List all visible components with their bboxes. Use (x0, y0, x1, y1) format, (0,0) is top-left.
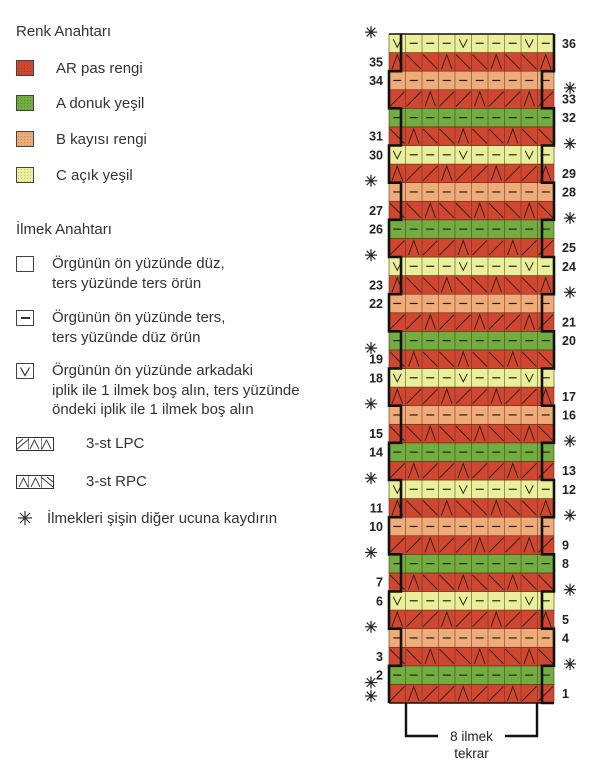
repeat-label-line-2: tekrar (454, 746, 489, 761)
chart-row-11 (389, 499, 554, 518)
row-number-14: 14 (369, 445, 383, 460)
stitch-key-title: İlmek Anahtarı (16, 221, 112, 238)
row-number-21: 21 (562, 315, 576, 330)
row-number-13: 13 (562, 464, 576, 479)
asterisk-icon (564, 658, 576, 670)
stitch-slip-line-2: iplik ile 1 ilmek boş alın, ters yüzünde (52, 381, 300, 399)
row-number-19: 19 (369, 352, 383, 367)
chart-row-2 (389, 666, 554, 685)
row-number-22: 22 (369, 296, 383, 311)
row-number-2: 2 (376, 668, 383, 683)
row-number-31: 31 (369, 129, 383, 144)
row-number-16: 16 (562, 408, 576, 423)
row-number-27: 27 (369, 204, 383, 219)
chart-row-1 (389, 684, 554, 703)
asterisk-icon (365, 26, 377, 38)
repeat-label-line-1: 8 ilmek (450, 729, 493, 744)
row-number-29: 29 (562, 166, 576, 181)
chart-row-16 (389, 406, 554, 425)
asterisk-icon (564, 82, 576, 94)
row-number-23: 23 (369, 278, 383, 293)
chart-row-30 (389, 146, 554, 165)
rpc-label: 3-st RPC (86, 473, 147, 490)
row-number-7: 7 (376, 575, 383, 590)
color-label-c: C açık yeşil (56, 166, 133, 184)
chart-row-14 (389, 443, 554, 462)
chart-row-35 (389, 53, 554, 72)
stitch-slip-line-1: Örgünün ön yüzünde arkadaki (52, 362, 253, 379)
row-number-18: 18 (369, 371, 383, 386)
chart-row-26 (389, 220, 554, 239)
repeat-bracket (406, 703, 537, 761)
stitch-purl-line-1: Örgünün ön yüzünde ters, (52, 309, 226, 326)
asterisk-icon (564, 584, 576, 596)
stitch-knit-line-2: ters yüzünde ters örün (52, 274, 202, 292)
asterisk-icon (564, 435, 576, 447)
chart-row-17 (389, 387, 554, 406)
row-number-4: 4 (562, 631, 569, 646)
color-key-title: Renk Anahtarı (16, 23, 112, 40)
asterisk-icon (365, 546, 377, 558)
chart-row-19 (389, 350, 554, 369)
chart-row-24 (389, 257, 554, 276)
chart-row-31 (389, 127, 554, 146)
row-number-32: 32 (562, 111, 576, 126)
chart-row-36 (389, 34, 554, 53)
chart-row-22 (389, 294, 554, 313)
row-number-8: 8 (562, 557, 569, 572)
chart-row-10 (389, 517, 554, 536)
asterisk-icon (365, 175, 377, 187)
row-number-25: 25 (562, 241, 576, 256)
chart-row-3 (389, 647, 554, 666)
row-number-3: 3 (376, 650, 383, 665)
chart-row-4 (389, 629, 554, 648)
row-number-24: 24 (562, 259, 576, 274)
row-number-17: 17 (562, 389, 576, 404)
chart-row-8 (389, 554, 554, 573)
chart-row-15 (389, 424, 554, 443)
chart-row-9 (389, 536, 554, 555)
repeat-bracket-left (406, 703, 438, 736)
row-number-5: 5 (562, 612, 569, 627)
row-number-30: 30 (369, 148, 383, 163)
chart-rows (389, 34, 554, 703)
asterisk-icon (365, 472, 377, 484)
asterisk-icon (564, 212, 576, 224)
stitch-purl-line-2: ters yüzünde düz örün (52, 328, 201, 346)
chart-row-7 (389, 573, 554, 592)
chart-row-6 (389, 592, 554, 611)
asterisk-icon (365, 342, 377, 354)
chart-row-21 (389, 313, 554, 332)
asterisk-icon (564, 138, 576, 150)
asterisk-icon (365, 398, 377, 410)
chart-row-20 (389, 331, 554, 350)
chart-row-28 (389, 183, 554, 202)
row-number-10: 10 (369, 519, 383, 534)
asterisk-icon (365, 690, 377, 702)
row-number-34: 34 (369, 73, 383, 88)
stitch-slip-line-3: öndeki iplik ile 1 ilmek boş alın (52, 401, 254, 418)
row-number-9: 9 (562, 538, 569, 553)
chart-row-25 (389, 238, 554, 257)
chart-row-18 (389, 369, 554, 388)
chart-row-33 (389, 90, 554, 109)
chart-row-12 (389, 480, 554, 499)
chart-row-32 (389, 108, 554, 127)
color-label-a: A donuk yeşil (56, 94, 145, 112)
row-number-33: 33 (562, 92, 576, 107)
asterisk-icon (564, 509, 576, 521)
repeat-bracket-right (505, 703, 537, 736)
chart-row-23 (389, 276, 554, 295)
asterisk-icon (365, 249, 377, 261)
row-number-28: 28 (562, 185, 576, 200)
row-number-15: 15 (369, 427, 383, 442)
chart-row-13 (389, 461, 554, 480)
row-number-1: 1 (562, 687, 569, 702)
stitch-knit-line-1: Örgünün ön yüzünde düz, (52, 255, 225, 272)
row-number-6: 6 (376, 594, 383, 609)
chart-row-5 (389, 610, 554, 629)
row-number-35: 35 (369, 55, 383, 70)
asterisk-icon (564, 286, 576, 298)
chart-row-27 (389, 201, 554, 220)
row-number-36: 36 (562, 36, 576, 51)
slide-label: İlmekleri şişin diğer ucuna kaydırın (47, 510, 278, 527)
chart-row-34 (389, 71, 554, 90)
row-number-20: 20 (562, 334, 576, 349)
lpc-label: 3-st LPC (86, 435, 145, 452)
color-label-b: B kayısı rengi (56, 130, 147, 148)
row-number-11: 11 (369, 501, 383, 516)
asterisk-icon (365, 621, 377, 633)
chart-row-29 (389, 164, 554, 183)
color-label-ar: AR pas rengi (56, 59, 143, 77)
row-number-26: 26 (369, 222, 383, 237)
row-number-12: 12 (562, 482, 576, 497)
